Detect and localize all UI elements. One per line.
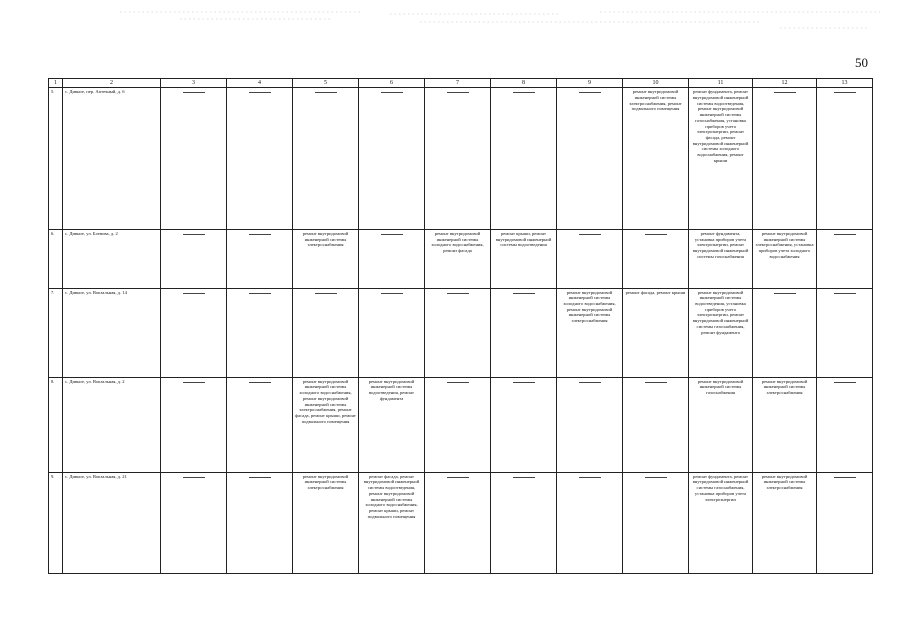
- empty-cell: [753, 88, 817, 230]
- dash-mark: [513, 382, 535, 383]
- work-cell: ремонт фундамента, установка приборов учета электроэнергии, ремонт внутридомовой инженерной системы газоснабжения: [689, 229, 753, 288]
- dash-mark: [183, 293, 205, 294]
- work-cell: ремонт внутридомовой инженерной системы водоотведения, установка приборов учета электроэнергии, ремонт внутридомовой инженерной системы газоснабжения, ремонт фундамента: [689, 288, 753, 377]
- dash-mark: [381, 293, 403, 294]
- empty-cell: [817, 88, 873, 230]
- dash-mark: [249, 293, 271, 294]
- dash-mark: [249, 382, 271, 383]
- dash-mark: [579, 92, 601, 93]
- work-cell: ремонт внутридомовой инженерной системы электроснабжения, ремонт подвального помещения: [623, 88, 689, 230]
- empty-cell: [623, 377, 689, 472]
- column-number: 9: [557, 79, 623, 88]
- empty-cell: [623, 472, 689, 573]
- scan-noise-marks: [0, 0, 905, 40]
- empty-cell: [817, 472, 873, 573]
- work-cell: ремонт внутридомовой инженерной системы холодного водоснабжения, ремонт внутридомовой инженерной системы электроснабжения, ремонт фасада, ремонт крыши, ремонт подвального помещения: [293, 377, 359, 472]
- empty-cell: [425, 288, 491, 377]
- empty-cell: [557, 472, 623, 573]
- empty-cell: [293, 88, 359, 230]
- row-address: с. Дивное, ул. Вокзальная, д. 14: [63, 288, 161, 377]
- dash-mark: [183, 234, 205, 235]
- work-cell: ремонт фасада, ремонт крыши: [623, 288, 689, 377]
- empty-cell: [227, 229, 293, 288]
- dash-mark: [513, 293, 535, 294]
- dash-mark: [249, 92, 271, 93]
- work-cell: ремонт фасада, ремонт внутридомовой инженерной системы водоотведения, ремонт внутридомовой инженерной системы холодного водоснабжения, ремонт крыши, ремонт подвального помещения: [359, 472, 425, 573]
- column-number-row: [49, 79, 873, 88]
- dash-mark: [249, 234, 271, 235]
- dash-mark: [315, 293, 337, 294]
- row-number: 5.: [49, 88, 63, 230]
- empty-cell: [817, 229, 873, 288]
- work-cell: ремонт внутридомовой инженерной системы газоснабжения: [689, 377, 753, 472]
- empty-cell: [817, 288, 873, 377]
- empty-cell: [227, 377, 293, 472]
- column-number: 1: [49, 79, 63, 88]
- column-number: 11: [689, 79, 753, 88]
- empty-cell: [491, 288, 557, 377]
- dash-mark: [183, 382, 205, 383]
- empty-cell: [161, 229, 227, 288]
- dash-mark: [447, 477, 469, 478]
- table-row: [49, 472, 873, 573]
- dash-mark: [579, 477, 601, 478]
- table-row: [49, 229, 873, 288]
- dash-mark: [645, 382, 667, 383]
- dash-mark: [315, 92, 337, 93]
- row-number: 6.: [49, 229, 63, 288]
- work-cell: ремонт внутридомовой инженерной системы электроснабжения, установка приборов учета холодного водоснабжения: [753, 229, 817, 288]
- empty-cell: [227, 88, 293, 230]
- column-number: 4: [227, 79, 293, 88]
- empty-cell: [227, 288, 293, 377]
- empty-cell: [161, 377, 227, 472]
- dash-mark: [513, 477, 535, 478]
- row-address: с. Дивное, пер. Аптечный, д. 6: [63, 88, 161, 230]
- empty-cell: [161, 288, 227, 377]
- empty-cell: [161, 88, 227, 230]
- work-cell: ремонт внутридомовой инженерной системы холодного водоснабжения, ремонт фасада: [425, 229, 491, 288]
- empty-cell: [557, 377, 623, 472]
- row-number: 9.: [49, 472, 63, 573]
- column-number: 6: [359, 79, 425, 88]
- empty-cell: [425, 377, 491, 472]
- dash-mark: [834, 293, 856, 294]
- column-number: 5: [293, 79, 359, 88]
- dash-mark: [834, 234, 856, 235]
- dash-mark: [447, 293, 469, 294]
- dash-mark: [834, 477, 856, 478]
- column-number: 13: [817, 79, 873, 88]
- dash-mark: [834, 382, 856, 383]
- empty-cell: [491, 472, 557, 573]
- column-number: 8: [491, 79, 557, 88]
- dash-mark: [447, 92, 469, 93]
- table-row: [49, 377, 873, 472]
- column-number: 10: [623, 79, 689, 88]
- dash-mark: [579, 382, 601, 383]
- empty-cell: [359, 288, 425, 377]
- empty-cell: [817, 377, 873, 472]
- repair-schedule-table: [48, 78, 873, 574]
- column-number: 3: [161, 79, 227, 88]
- empty-cell: [557, 229, 623, 288]
- work-cell: ремонт крыши, ремонт внутридомовой инженерной системы водоотведения: [491, 229, 557, 288]
- work-cell: ремонт внутридомовой инженерной системы электроснабжения: [293, 229, 359, 288]
- empty-cell: [359, 229, 425, 288]
- table-row: [49, 88, 873, 230]
- empty-cell: [293, 288, 359, 377]
- dash-mark: [579, 234, 601, 235]
- row-address: с. Дивное, ул. Вокзальная, д. 21: [63, 472, 161, 573]
- table-row: [49, 288, 873, 377]
- dash-mark: [774, 92, 796, 93]
- dash-mark: [645, 477, 667, 478]
- page-number: 50: [855, 55, 868, 70]
- dash-mark: [249, 477, 271, 478]
- empty-cell: [161, 472, 227, 573]
- row-number: 8.: [49, 377, 63, 472]
- dash-mark: [774, 293, 796, 294]
- dash-mark: [381, 92, 403, 93]
- empty-cell: [491, 88, 557, 230]
- empty-cell: [557, 88, 623, 230]
- column-number: 7: [425, 79, 491, 88]
- dash-mark: [447, 382, 469, 383]
- row-address: с. Дивное, ул. Боевова, д. 2: [63, 229, 161, 288]
- empty-cell: [753, 288, 817, 377]
- work-cell: ремонт внутридомовой инженерной системы электроснабжения: [293, 472, 359, 573]
- dash-mark: [834, 92, 856, 93]
- dash-mark: [183, 92, 205, 93]
- work-cell: ремонт внутридомовой инженерной системы электроснабжения: [753, 472, 817, 573]
- column-number: 12: [753, 79, 817, 88]
- work-cell: ремонт фундамента, ремонт внутридомовой инженерной системы газоснабжения, установка приборов учета электроэнергии: [689, 472, 753, 573]
- empty-cell: [425, 472, 491, 573]
- work-cell: ремонт внутридомовой инженерной системы электроснабжения: [753, 377, 817, 472]
- row-address: с. Дивное, ул. Вокзальная, д. 2: [63, 377, 161, 472]
- dash-mark: [645, 234, 667, 235]
- work-cell: ремонт внутридомовой инженерной системы водоотведения, ремонт фундамента: [359, 377, 425, 472]
- row-number: 7.: [49, 288, 63, 377]
- dash-mark: [381, 234, 403, 235]
- dash-mark: [513, 92, 535, 93]
- work-cell: ремонт фундамента, ремонт внутридомовой инженерной системы водоотведения, ремонт внутридомовой инженерной системы газоснабжения, установка приборов учета электроэнергии, ремонт фасада, ремонт внутридомовой инженерной системы холодного водоснабжения, ремонт крыши: [689, 88, 753, 230]
- empty-cell: [359, 88, 425, 230]
- work-cell: ремонт внутридомовой инженерной системы холодного водоснабжения, ремонт внутридомовой инженерной системы электроснабжения: [557, 288, 623, 377]
- empty-cell: [227, 472, 293, 573]
- empty-cell: [623, 229, 689, 288]
- column-number: 2: [63, 79, 161, 88]
- empty-cell: [491, 377, 557, 472]
- dash-mark: [183, 477, 205, 478]
- empty-cell: [425, 88, 491, 230]
